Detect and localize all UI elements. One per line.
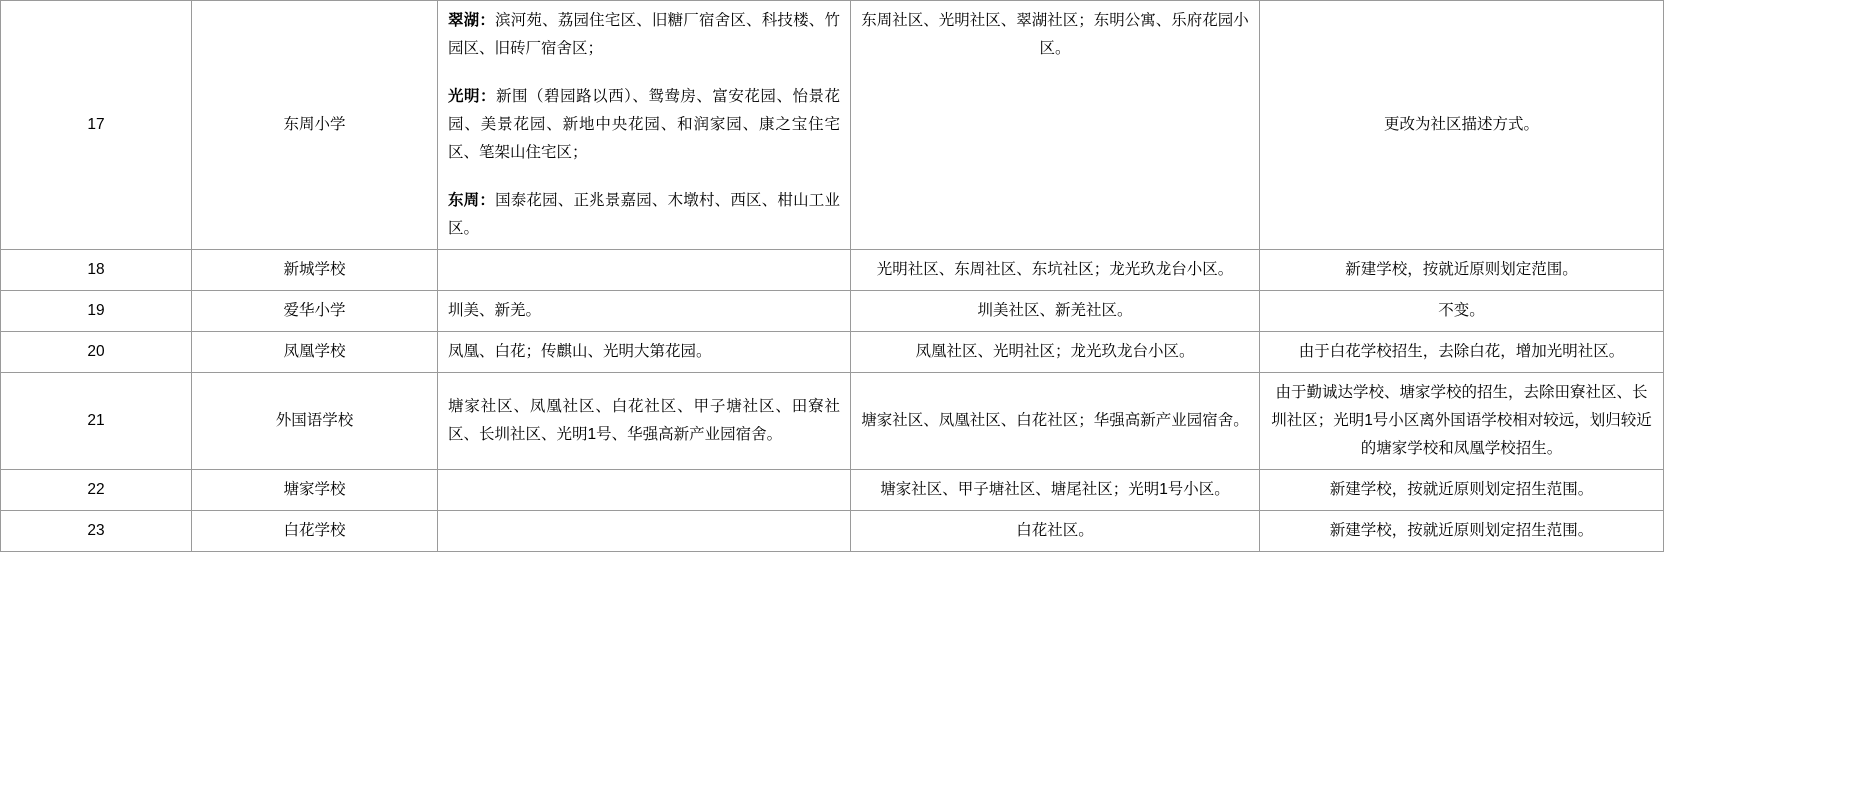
school-name: 凤凰学校: [192, 332, 438, 373]
old-scope-paragraph-text: 国泰花园、正兆景嘉园、木墩村、西区、柑山工业区。: [448, 192, 840, 237]
old-scope-paragraph-text: 新围（碧园路以西）、鸳鸯房、富安花园、怡景花园、美景花园、新地中央花园、和润家园、康之宝住宅区、笔架山住宅区；: [448, 88, 840, 161]
remark: 更改为社区描述方式。: [1260, 1, 1664, 250]
remark: 由于白花学校招生，去除白花，增加光明社区。: [1260, 332, 1664, 373]
school-name: 东周小学: [192, 1, 438, 250]
old-scope-paragraph: [448, 187, 840, 243]
old-scope-paragraph-lead: 翠湖：: [448, 12, 496, 29]
row-number: 20: [1, 332, 192, 373]
remark: 新建学校，按就近原则划定范围。: [1260, 250, 1664, 291]
table-row: [1, 511, 1664, 552]
school-name: 新城学校: [192, 250, 438, 291]
table-body: [1, 1, 1664, 552]
old-scope: [438, 470, 851, 511]
new-scope: 圳美社区、新羌社区。: [851, 291, 1260, 332]
school-name: 外国语学校: [192, 373, 438, 470]
row-number: 22: [1, 470, 192, 511]
table-row: [1, 250, 1664, 291]
table-row: [1, 291, 1664, 332]
school-name: 爱华小学: [192, 291, 438, 332]
old-scope-paragraph-lead: 光明：: [448, 88, 497, 105]
old-scope: [438, 250, 851, 291]
new-scope: 凤凰社区、光明社区；龙光玖龙台小区。: [851, 332, 1260, 373]
new-scope: 白花社区。: [851, 511, 1260, 552]
old-scope-paragraph-text: 滨河苑、荔园住宅区、旧糖厂宿舍区、科技楼、竹园区、旧砖厂宿舍区；: [448, 12, 840, 57]
table-row: [1, 1, 1664, 250]
old-scope-paragraph-lead: 东周：: [448, 192, 496, 209]
table-row: [1, 470, 1664, 511]
old-scope: 圳美、新羌。: [438, 291, 851, 332]
old-scope-paragraph: [448, 7, 840, 63]
remark: 由于勤诚达学校、塘家学校的招生，去除田寮社区、长圳社区；光明1号小区离外国语学校相对较远，划归较近的塘家学校和凤凰学校招生。: [1260, 373, 1664, 470]
table-row: [1, 373, 1664, 470]
school-name: 塘家学校: [192, 470, 438, 511]
new-scope: 塘家社区、凤凰社区、白花社区；华强高新产业园宿舍。: [851, 373, 1260, 470]
new-scope: 塘家社区、甲子塘社区、塘尾社区；光明1号小区。: [851, 470, 1260, 511]
old-scope: [438, 511, 851, 552]
old-scope: 塘家社区、凤凰社区、白花社区、甲子塘社区、田寮社区、长圳社区、光明1号、华强高新产业园宿舍。: [438, 373, 851, 470]
remark: 新建学校，按就近原则划定招生范围。: [1260, 470, 1664, 511]
old-scope-paragraph: [448, 83, 840, 167]
row-number: 19: [1, 291, 192, 332]
new-scope: 光明社区、东周社区、东坑社区；龙光玖龙台小区。: [851, 250, 1260, 291]
old-scope: [438, 1, 851, 250]
row-number: 18: [1, 250, 192, 291]
new-scope: 东周社区、光明社区、翠湖社区；东明公寓、乐府花园小区。: [851, 1, 1260, 250]
row-number: 21: [1, 373, 192, 470]
remark: 新建学校，按就近原则划定招生范围。: [1260, 511, 1664, 552]
old-scope: 凤凰、白花；传麒山、光明大第花园。: [438, 332, 851, 373]
remark: 不变。: [1260, 291, 1664, 332]
table-row: [1, 332, 1664, 373]
row-number: 17: [1, 1, 192, 250]
row-number: 23: [1, 511, 192, 552]
school-name: 白花学校: [192, 511, 438, 552]
